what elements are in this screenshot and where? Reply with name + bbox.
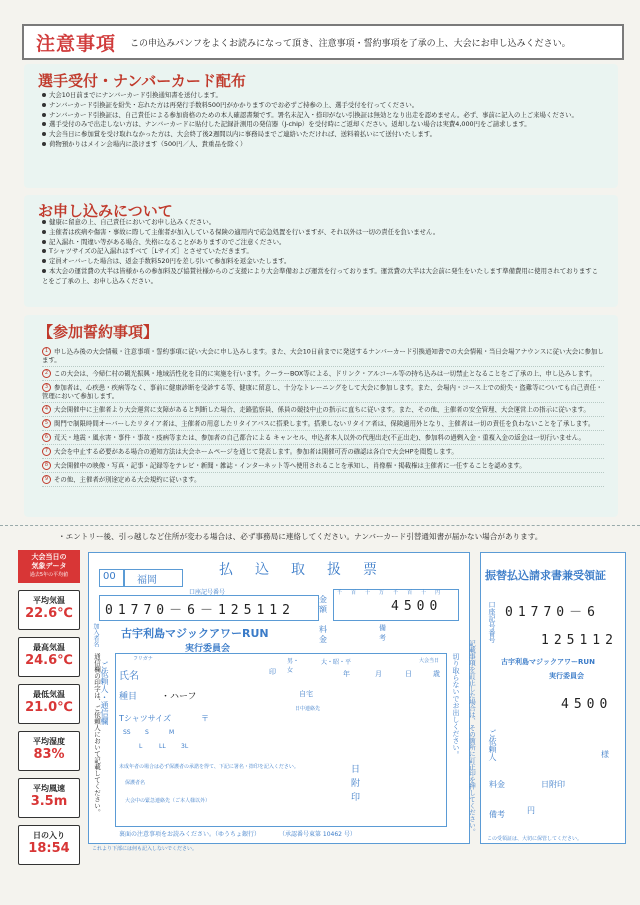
list-item: 5 関門で制限時間オーバーしたリタイア者は、主催者の用意したリタイアバスに搭乗します。搭乗しないリタイア者は、保険適用外となり、主催者は一切の責任を負わないことを了承します。 bbox=[42, 417, 604, 431]
cut-line bbox=[0, 525, 640, 526]
tshirt-size-l[interactable]: L bbox=[139, 743, 143, 750]
address-change-notice: ・エントリー後、引っ越しなど住所が変わる場合は、必ず事務局に連絡してください。ナンバーカード引替通知書が届かない場合があります。 bbox=[58, 532, 543, 541]
receipt-title: 振替払込請求書兼受領証 bbox=[485, 569, 606, 582]
bank-name: 福岡 bbox=[137, 575, 157, 586]
account-number: 01770－6－125112 bbox=[105, 603, 295, 618]
fee-label: 料金 bbox=[319, 625, 327, 644]
recipient-name2: 実行委員会 bbox=[185, 644, 231, 654]
tshirt-size-m[interactable]: M bbox=[169, 729, 175, 736]
section-reception bbox=[24, 64, 618, 188]
gender-label: 男・女 bbox=[287, 658, 300, 674]
section-application-title: お申し込みについて bbox=[38, 202, 173, 220]
recipient-label: 加入者名 bbox=[92, 623, 99, 647]
weather-humidity: 平均湿度 83% bbox=[18, 731, 80, 771]
tshirt-size-3l[interactable]: 3L bbox=[181, 743, 189, 750]
section-pledge-title: 【参加誓約事項】 bbox=[38, 323, 159, 341]
remarks-label: 備考 bbox=[379, 624, 386, 642]
weather-min-temp: 最低気温 21.0℃ bbox=[18, 684, 80, 724]
list-item: 7 大会を中止する必要がある場合の通知方法は大会ホームページを通じて発表します。参加者は開催可否の確認は各自で大会HPを閲覧します。 bbox=[42, 445, 604, 459]
weather-panel bbox=[18, 550, 80, 865]
account-label: 口座記号番号 bbox=[189, 589, 226, 596]
payment-slip-title: 払込取扱票 bbox=[219, 562, 399, 578]
tshirt-size-s[interactable]: S bbox=[145, 729, 149, 736]
code-prefix: 00 bbox=[103, 571, 116, 582]
list-item: 大会10日前までにナンバーカード引換通知書を送付します。 bbox=[42, 91, 604, 101]
receipt-account1: 01770－6 bbox=[505, 605, 600, 620]
minor-note: 未成年者の場合は必ず保護者の承諾を得て、下記に署名・捺印を記入ください。 bbox=[119, 764, 299, 770]
list-item: 1 申し込み後の大会情報・注意事項・誓約事項に従い大会に申し込みします。また、大会10日前までに発送するナンバーカード引換通知書での大会情報・当日会場アナウンスに従い大会に参加します。 bbox=[42, 345, 604, 367]
page: 注意事項 この申込みパンフをよくお読みになって頂き、注意事項・誓約事項を了承の上、大会にお申し込みください。 選手受付・ナンバーカード配布 大会10日前までにナンバーカード引換通知書を送付します。 ナンバーカード引換証を紛失・忘れた方は再発行手数料500円がかかりますのでお必ずご持参の上、選手受付を行ってください。 ナンバーカード引換証は、自己責任による参加資格のための本人確認書類です。署名未記入・捺印がない引換証は無効となり出走を認めません。必ず、事前に記入の上ご来場ください。 選手受付のみで出走しない方は、ナンバーカードに貼付した記録計測用の発信器（J-chip）を受付時にご返却ください。返却しない場合は実費4,000円をご請求します。 大会当日に参加賞を受け取れなかった方は、大会終了後2週間以内に事務局までご連絡いただければ、送料着払いにて送付いたします。 荷物預かりはメイン会場内に設けます（500円／人、貴重品を除く） お申し込みについて 健康に留意の上、自己責任においてお申し込みください。 主催者は疾病や傷害・事故に際して主催者が加入している保険の適用内で応急処置を行いますが、それ以外は一切の責任を負いません。 記入漏れ・間違い等がある場合、失格になることがありますのでご注意ください。 Tシャツサイズの記入漏れはすべて［Lサイズ］とさせていただきます。 定員オーバーした場合は、返金手数料520円を差し引いて参加料を返金いたします。 本大会の運営費の大半は皆様からの参加料及び協賛社様からのご支援により大会準備および運営を行っております。運営費の大半は大会前に発生をいたします準備費用に使用されておりますことをご了承の上、お申し込みください。 【参加誓約事項】 1 申し込み後の大会情報・注意事項・誓約事項に従い大会に申し込みします。また、大会10日前までに発送するナンバーカード引換通知書での大会情報・当日会場アナウンスに従い大会に参加します。 2 この大会は、今帰仁村の観光振興・地域活性化を目的に実施を行います。クーラーBOX等による、ドリンク・アルコール等の持ち込みは一切禁止となることをご了承の上、申し込みします。 3 参加者は、心疾患・疾病等なく、事前に健康診断を受診する等、健康に留意し、十分なトレーニングをして大会に参加します。また、会場内・コース上での紛失・盗難等についても自己責任・管理において参加します。 4 大会開催中に主催者より大会運営に支障があると判断した場合、走路監察員、係員の競技中止の指示に直ちに従います。また、その他、主催者の安全管理、大会運営上の指示に従います。 5 関門で制限時間オーバーしたリタイア者は、主催者の用意したリタイアバスに搭乗します。搭乗しないリタイア者は、保険適用外となり、主催者は一切の責任を負わないことを了承します。 6 荒天・地震・風水害・事件・事故・疫病等または、参加者の自己都合による キャンセル、申込者本人以外の代理出走(不正出走)、参加料の過剰入金・重複入金の返金は一切行いません。 7 大会を中止する必要がある場合の通知方法は大会ホームページを通じて発表します。参加者は開催可否の確認は各自で大会HPを閲覧します。 8 大会開催中の映像・写真・記事・記録等をテレビ・新聞・雑誌・インターネット等へ使用されることを承知し、肖像権・掲載権は主催者に一任することを認めます。 9 その他、主催者が別途定める大会規約に従います。 ・エントリー後、引っ越しなど住所が変わる場合は、必ず事務局に連絡してください。ナンバーカード引替通知書が届かない場合があります。 大会当日の 気象データ 過去5年の平均値 平均気温 22.6℃ 最高気温 24.6℃ 最低気温 21.0℃ 平均湿度 83% 平均風速 3.5m 日の入り 18:54 払込取扱票 00 福岡 口座記号番号 01770－6－125112 金額 千百十万千百十円 4500 加入者名 古宇利島マジックアワーRUN 実行委員会 料金 備考 ご依頼人・通信欄 通信欄の印字は、ご依頼人において記載してください。 フリガナ 氏名 印 男・女 大・昭・平 大会当日 年 月 日 歳 種目 ・ハーフ 自宅 日中連絡先 Tシャツサイズ 〒 SS S M L LL 3L 未成年者の場合は必ず保護者の承諾を得て、下記に署名・捺印を記入ください。 保護者名 大会中の緊急連絡先（ご本人様以外） 日附印 裏面の注意事項をお読みください。（ゆうちょ銀行） （承認番号東第 10462 号） 切り取らないでお出しください。 これより下部には何も記入しないでください。 振替払込請求書兼受領証 口座記号番号 01770－6 125112 古宇利島マジックアワーRUN 実行委員会 4500 ご依頼人 様 料金 円 備考 日附印 この受領証は、大切に保管してください。 記載事項を訂正した場合は、その箇所に訂正印を押してください。 bbox=[0, 0, 640, 905]
weather-header: 大会当日の 気象データ 過去5年の平均値 bbox=[18, 550, 80, 583]
list-item: 3 参加者は、心疾患・疾病等なく、事前に健康診断を受診する等、健康に留意し、十分なトレーニングをして大会に参加します。また、会場内・コース上での紛失・盗難等についても自己責任・管理において参加します。 bbox=[42, 381, 604, 403]
list-item: 主催者は疾病や傷害・事故に際して主催者が加入している保険の適用内で応急処置を行いますが、それ以外は一切の責任を負いません。 bbox=[42, 228, 604, 238]
receipt-slip: 振替払込請求書兼受領証 口座記号番号 01770－6 125112 古宇利島マジックアワーRUN 実行委員会 4500 ご依頼人 様 料金 円 備考 日附印 この受領証は、大切に保管してください。 bbox=[480, 552, 626, 844]
receipt-stamp-note: 記載事項を訂正した場合は、その箇所に訂正印を押してください。 bbox=[468, 640, 476, 835]
receipt-recipient: 古宇利島マジックアワーRUN bbox=[501, 658, 595, 666]
list-item: 選手受付のみで出走しない方は、ナンバーカードに貼付した記録計測用の発信器（J-chip）を受付時にご返却ください。返却しない場合は実費4,000円をご請求します。 bbox=[42, 120, 604, 130]
section-pledge bbox=[24, 315, 618, 517]
tshirt-size-ll[interactable]: LL bbox=[159, 743, 166, 750]
list-item: 2 この大会は、今帰仁村の観光振興・地域活性化を目的に実施を行います。クーラーBOX等による、ドリンク・アルコール等の持ち込みは一切禁止となることをご了承の上、申し込みします。 bbox=[42, 367, 604, 381]
list-item: 6 荒天・地震・風水害・事件・事故・疫病等または、参加者の自己都合による キャンセル、申込者本人以外の代理出走(不正出走)、参加料の過剰入金・重複入金の返金は一切行いません。 bbox=[42, 431, 604, 445]
weather-avg-temp: 平均気温 22.6℃ bbox=[18, 590, 80, 630]
tshirt-size-ss[interactable]: SS bbox=[123, 729, 131, 736]
list-item: Tシャツサイズの記入漏れはすべて［Lサイズ］とさせていただきます。 bbox=[42, 247, 604, 257]
list-item: 本大会の運営費の大半は皆様からの参加料及び協賛社様からのご支援により大会準備および運営を行っております。運営費の大半は大会前に発生をいたします準備費用に使用されておりますことをご了承の上、お申し込みください。 bbox=[42, 266, 599, 285]
receipt-account2: 125112 bbox=[541, 633, 618, 648]
section-reception-list bbox=[42, 91, 604, 150]
list-item: 4 大会開催中に主催者より大会運営に支障があると判断した場合、走路監察員、係員の競技中止の指示に直ちに従います。また、その他、主催者の安全管理、大会運営上の指示に従います。 bbox=[42, 403, 604, 417]
list-item: 8 大会開催中の映像・写真・記事・記録等をテレビ・新聞・雑誌・インターネット等へ使用されることを承知し、肖像権・掲載権は主催者に一任することを認めます。 bbox=[42, 459, 604, 473]
amount-label: 金額 bbox=[319, 595, 327, 614]
amount-value: 4500 bbox=[391, 599, 443, 614]
header-text: この申込みパンフをよくお読みになって頂き、注意事項・誓約事項を了承の上、大会にお申し込みください。 bbox=[130, 38, 571, 49]
section-application-list bbox=[42, 218, 604, 287]
amount-units: 千百十万千百十円 bbox=[337, 590, 450, 596]
list-item: ナンバーカード引換証を紛失・忘れた方は再発行手数料500円がかかりますのでお必ずご持参の上、選手受付を行ってください。 bbox=[42, 101, 604, 111]
recipient-name: 古宇利島マジックアワーRUN bbox=[121, 627, 269, 640]
receipt-amount: 4500 bbox=[561, 697, 613, 712]
list-item: ナンバーカード引換証は、自己責任による参加資格のための本人確認書類です。署名未記入・捺印がない引換証は無効となり出走を認めません。必ず、事前に記入の上ご来場ください。 bbox=[42, 111, 604, 121]
date-stamp-label: 日附印 bbox=[351, 765, 361, 803]
weather-wind: 平均風速 3.5m bbox=[18, 778, 80, 818]
weather-sunset: 日の入り 18:54 bbox=[18, 825, 80, 865]
payment-slip: 払込取扱票 00 福岡 口座記号番号 01770－6－125112 金額 千百十万千百十円 4500 加入者名 古宇利島マジックアワーRUN 実行委員会 料金 備考 ご依頼人・通信欄 通信欄の印字は、ご依頼人において記載してください。 フリガナ 氏名 印 男・女 大・昭・平 大会当日 年 月 日 歳 種目 ・ハーフ 自宅 日中連絡先 Tシャツサイズ 〒 SS S M L LL 3L 未成年者の場合は必ず保護者の承諾を得て、下記に署名・捺印を記入ください。 保護者名 大会中の緊急連絡先（ご本人様以外） 日附印 裏面の注意事項をお読みください。（ゆうちょ銀行） （承認番号東第 10462 号） 切り取らないでお出しください。 bbox=[88, 552, 470, 844]
list-item: 荷物預かりはメイン会場内に設けます（500円／人、貴重品を除く） bbox=[42, 140, 604, 150]
list-item: 記入漏れ・間違い等がある場合、失格になることがありますのでご注意ください。 bbox=[42, 238, 604, 248]
tshirt-label: Tシャツサイズ bbox=[119, 714, 172, 723]
category-label: 種目 bbox=[119, 692, 138, 702]
name-label: 氏名 bbox=[119, 671, 139, 682]
section-application bbox=[24, 195, 618, 307]
list-item: 大会当日に参加賞を受け取れなかった方は、大会終了後2週間以内に事務局までご連絡いただければ、送料着払いにて送付いたします。 bbox=[42, 130, 604, 140]
list-item: 健康に留意の上、自己責任においてお申し込みください。 bbox=[42, 218, 604, 228]
sender-comm-label: ご依頼人・通信欄 bbox=[100, 661, 109, 725]
cut-note: 切り取らないでお出しください。 bbox=[452, 653, 460, 758]
list-item: 9 その他、主催者が別途定める大会規約に従います。 bbox=[42, 473, 604, 487]
notice-header bbox=[22, 24, 624, 60]
weather-max-temp: 最高気温 24.6℃ bbox=[18, 637, 80, 677]
header-title: 注意事項 bbox=[36, 32, 117, 55]
section-pledge-list bbox=[42, 345, 604, 487]
list-item: 定員オーバーした場合は、返金手数料520円を差し引いて参加料を返金いたします。 bbox=[42, 257, 604, 267]
comm-note: 通信欄の印字は、ご依頼人において記載してください。 bbox=[93, 653, 101, 816]
section-reception-title: 選手受付・ナンバーカード配布 bbox=[38, 72, 246, 90]
category-value: ・ハーフ bbox=[161, 692, 197, 702]
